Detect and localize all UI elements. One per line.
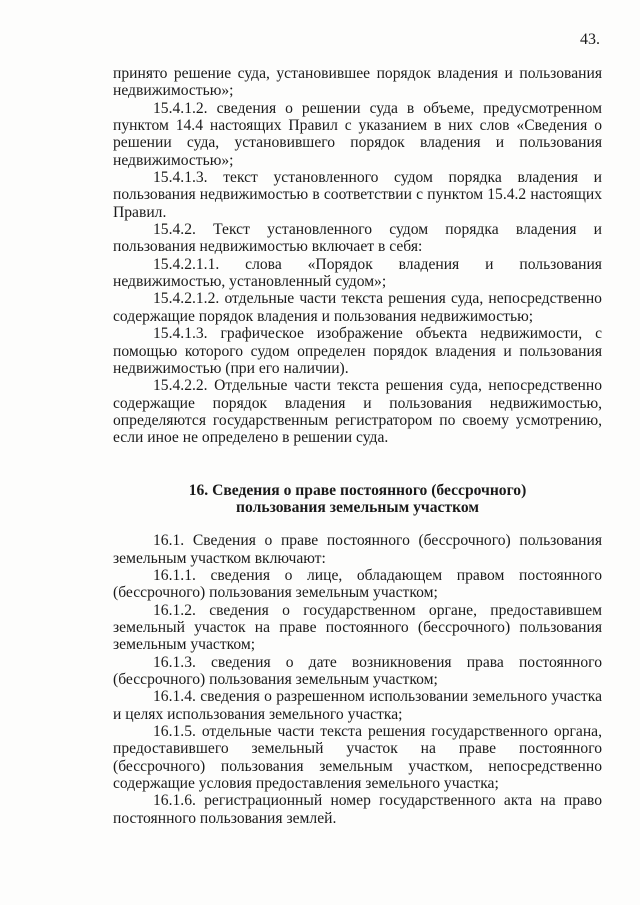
clause-number: 16.1.1. xyxy=(153,566,196,584)
clause-text: сведения о разрешенном использовании земельного участка и целях использования земельного участка; xyxy=(113,688,602,723)
clause-number: 16.1.6. xyxy=(153,792,196,810)
clause-number: 15.4.2.2. xyxy=(153,377,208,395)
clause-text: отдельные части текста решения государственного органа, предоставившего земельный участок на праве постоянного (бессрочного) пользования земельным участком, непосредственно содержащие условия предоставления земельного участка; xyxy=(113,722,602,792)
clause-text: сведения о дате возникновения права постоянного (бессрочного) пользования земельным участком; xyxy=(113,653,602,688)
clause-number: 16.1.2. xyxy=(153,601,196,619)
paragraph xyxy=(113,290,602,325)
clause-number: 15.4.1.3. xyxy=(153,325,208,343)
paragraph xyxy=(113,532,602,567)
paragraph xyxy=(113,792,602,827)
document-body xyxy=(113,65,602,827)
page-number: 43. xyxy=(580,31,600,48)
paragraph xyxy=(113,688,602,723)
clause-text: Отдельные части текста решения суда, непосредственно содержащие порядок владения и пользования недвижимостью, определяются государственным регистратором по своему усмотрению, если иное не определено в решении суда. xyxy=(113,377,602,447)
paragraph xyxy=(113,723,602,792)
paragraph xyxy=(113,325,602,377)
clause-text: сведения о государственном органе, предоставившем земельный участок на праве постоянного (бессрочного) пользования земельным участком; xyxy=(113,601,602,654)
clause-number: 15.4.2. xyxy=(153,221,196,239)
section-15-continuation xyxy=(113,65,602,447)
paragraph xyxy=(113,377,602,446)
clause-number: 15.4.2.1.1. xyxy=(153,255,220,273)
clause-number: 16.1. xyxy=(153,532,185,550)
clause-text: слова «Порядок владения и пользования недвижимостью, установленный судом»; xyxy=(113,255,602,291)
clause-text: Текст установленного судом порядка владения и пользования недвижимостью включает в себя: xyxy=(113,221,602,256)
clause-number: 16.1.3. xyxy=(153,653,196,671)
section-heading xyxy=(113,482,602,518)
clause-text: принято решение суда, установившее порядок владения и пользования недвижимостью»; xyxy=(113,65,602,100)
clause-text: сведения о решении суда в объеме, предусмотренном пунктом 14.4 настоящих Правил с указанием в них слов «Сведения о решении суда, установившего порядок владения и пользования недвижимостью»; xyxy=(113,99,602,169)
clause-number: 15.4.1.2. xyxy=(153,99,208,117)
section-heading-line-1: 16. Сведения о праве постоянного (бессрочного) xyxy=(188,481,527,499)
paragraph xyxy=(113,100,602,169)
clause-text: Сведения о праве постоянного (бессрочного) пользования земельным участком включают: xyxy=(113,532,602,567)
clause-text: графическое изображение объекта недвижимости, с помощью которого судом определен порядок владения и пользования недвижимостью (при его наличии). xyxy=(113,325,602,377)
section-16-paragraphs xyxy=(113,532,602,827)
paragraph xyxy=(113,221,602,256)
clause-text: сведения о лице, обладающем правом постоянного (бессрочного) пользования земельным участком; xyxy=(113,566,602,602)
clause-number: 16.1.5. xyxy=(153,722,196,740)
paragraph xyxy=(113,654,602,689)
section-heading-line-2: пользования земельным участком xyxy=(236,499,479,517)
paragraph xyxy=(113,567,602,602)
clause-text: отдельные части текста решения суда, непосредственно содержащие порядок владения и пользования недвижимостью; xyxy=(113,290,602,325)
clause-number: 15.4.1.3. xyxy=(153,169,208,187)
paragraph xyxy=(113,65,602,100)
clause-text: текст установленного судом порядка владения и пользования недвижимостью в соответствии с пунктом 15.4.2 настоящих Правил. xyxy=(113,169,602,221)
clause-number: 15.4.2.1.2. xyxy=(153,290,220,308)
clause-text: регистрационный номер государственного акта на право постоянного пользования землей. xyxy=(113,792,602,827)
clause-number: 16.1.4. xyxy=(153,688,196,706)
paragraph xyxy=(113,602,602,654)
paragraph xyxy=(113,169,602,221)
paragraph xyxy=(113,256,602,291)
